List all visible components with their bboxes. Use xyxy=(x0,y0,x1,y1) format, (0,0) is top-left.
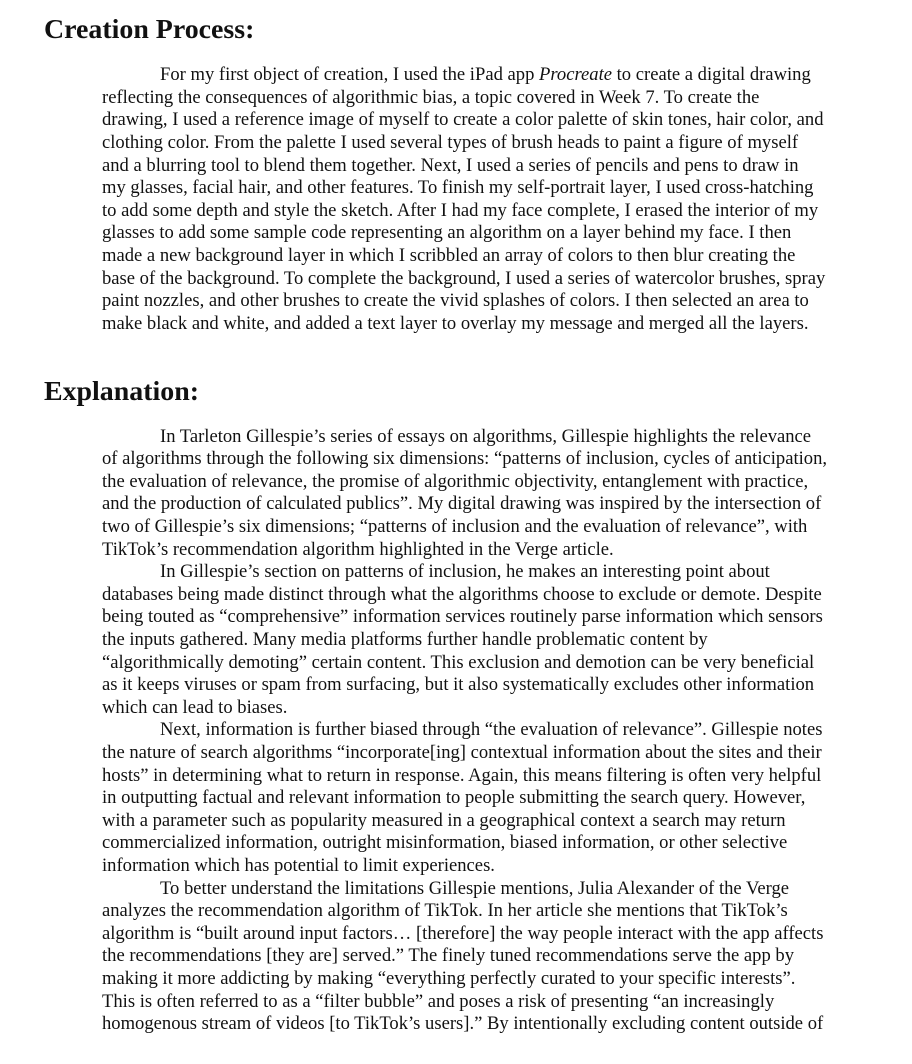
text-line: make black and white, and added a text layer to overlay my message and merged all the layers. xyxy=(102,312,809,334)
text-line: with a parameter such as popularity measured in a geographical context a search may return xyxy=(102,809,786,831)
section-heading-explanation: Explanation: xyxy=(44,375,199,407)
paragraph-patterns-of-inclusion xyxy=(44,561,834,719)
text-span: to create a digital drawing xyxy=(611,64,811,86)
text-line: the recommendations [they are] served.” The finely tuned recommendations serve the app by xyxy=(102,945,795,967)
document-page xyxy=(44,14,834,1036)
paragraph-tiktok-algorithm xyxy=(44,878,834,1036)
text-line: hosts” in determining what to return in response. Again, this means filtering is often very helpful xyxy=(102,764,822,786)
text-line: This is often referred to as a “filter bubble” and poses a risk of presenting “an increasingly xyxy=(102,990,775,1012)
text-line: made a new background layer in which I scribbled an array of colors to then blur creating the xyxy=(102,244,796,266)
text-line: and the production of calculated publics”. My digital drawing was inspired by the intersection of xyxy=(102,493,822,515)
text-line: of algorithms through the following six dimensions: “patterns of inclusion, cycles of anticipation, xyxy=(102,448,828,470)
text-line: the inputs gathered. Many media platforms further handle problematic content by xyxy=(102,629,708,651)
text-line: to add some depth and style the sketch. After I had my face complete, I erased the interior of my xyxy=(102,199,819,221)
explanation-section xyxy=(44,375,834,1036)
text-line: To better understand the limitations Gillespie mentions, Julia Alexander of the Verge xyxy=(160,877,790,899)
text-line: homogenous stream of videos [to TikTok’s users].” By intentionally excluding content outside of xyxy=(102,1013,824,1035)
section-heading-creation-process: Creation Process: xyxy=(44,14,255,45)
text-line: TikTok’s recommendation algorithm highlighted in the Verge article. xyxy=(102,538,614,560)
text-line: glasses to add some sample code representing an algorithm on a layer behind my face. I then xyxy=(102,222,792,244)
text-span: For my first object of creation, I used the iPad app xyxy=(160,64,540,86)
text-line: drawing, I used a reference image of myself to create a color palette of skin tones, hair color, and xyxy=(102,109,824,131)
text-line: in outputting factual and relevant information to people submitting the search query. However, xyxy=(102,787,806,809)
text-line: algorithm is “built around input factors… [therefore] the way people interact with the app affects xyxy=(102,922,824,944)
text-line: clothing color. From the palette I used several types of brush heads to paint a figure of myself xyxy=(102,131,799,153)
text-line: Next, information is further biased through “the evaluation of relevance”. Gillespie notes xyxy=(160,719,823,741)
text-line: being touted as “comprehensive” information services routinely parse information which sensors xyxy=(102,606,823,628)
text-line: paint nozzles, and other brushes to create the vivid splashes of colors. I then selected an area to xyxy=(102,290,809,312)
text-line: two of Gillespie’s six dimensions; “patterns of inclusion and the evaluation of relevance”, with xyxy=(102,516,808,538)
text-line: and a blurring tool to blend them together. Next, I used a series of pencils and pens to draw in xyxy=(102,154,799,176)
creation-process-section xyxy=(44,14,834,335)
text-line: making it more addicting by making “everything perfectly curated to your specific interests”. xyxy=(102,967,796,989)
text-line: analyzes the recommendation algorithm of TikTok. In her article she mentions that TikTok’s xyxy=(102,900,788,922)
text-line: the evaluation of relevance, the promise of algorithmic objectivity, entanglement with practice, xyxy=(102,470,809,492)
text-line: “algorithmically demoting” certain content. This exclusion and demotion can be very beneficial xyxy=(102,651,815,673)
text-line: In Tarleton Gillespie’s series of essays on algorithms, Gillespie highlights the relevance xyxy=(160,425,812,447)
text-line: databases being made distinct through what the algorithms choose to exclude or demote. Despite xyxy=(102,583,822,605)
text-line: reflecting the consequences of algorithmic bias, a topic covered in Week 7. To create the xyxy=(102,86,760,108)
text-line: commercialized information, outright misinformation, biased information, or other selective xyxy=(102,832,788,854)
text-line: the nature of search algorithms “incorporate[ing] contextual information about the sites and their xyxy=(102,742,822,763)
text-line: information which has potential to limit experiences. xyxy=(102,854,495,876)
text-line xyxy=(44,64,834,87)
app-name-italic: Procreate xyxy=(539,64,612,86)
text-line: In Gillespie’s section on patterns of inclusion, he makes an interesting point about xyxy=(160,561,770,583)
text-line: as it keeps viruses or spam from surfacing, but it also systematically excludes other information xyxy=(102,674,815,696)
text-line: which can lead to biases. xyxy=(102,696,288,718)
paragraph-explanation-intro xyxy=(44,426,834,562)
text-line: base of the background. To complete the background, I used a series of watercolor brushes, spray xyxy=(102,267,826,289)
text-line: my glasses, facial hair, and other features. To finish my self-portrait layer, I used cross-hatching xyxy=(102,177,814,199)
paragraph-creation-process xyxy=(44,64,834,335)
paragraph-evaluation-of-relevance xyxy=(44,719,834,877)
